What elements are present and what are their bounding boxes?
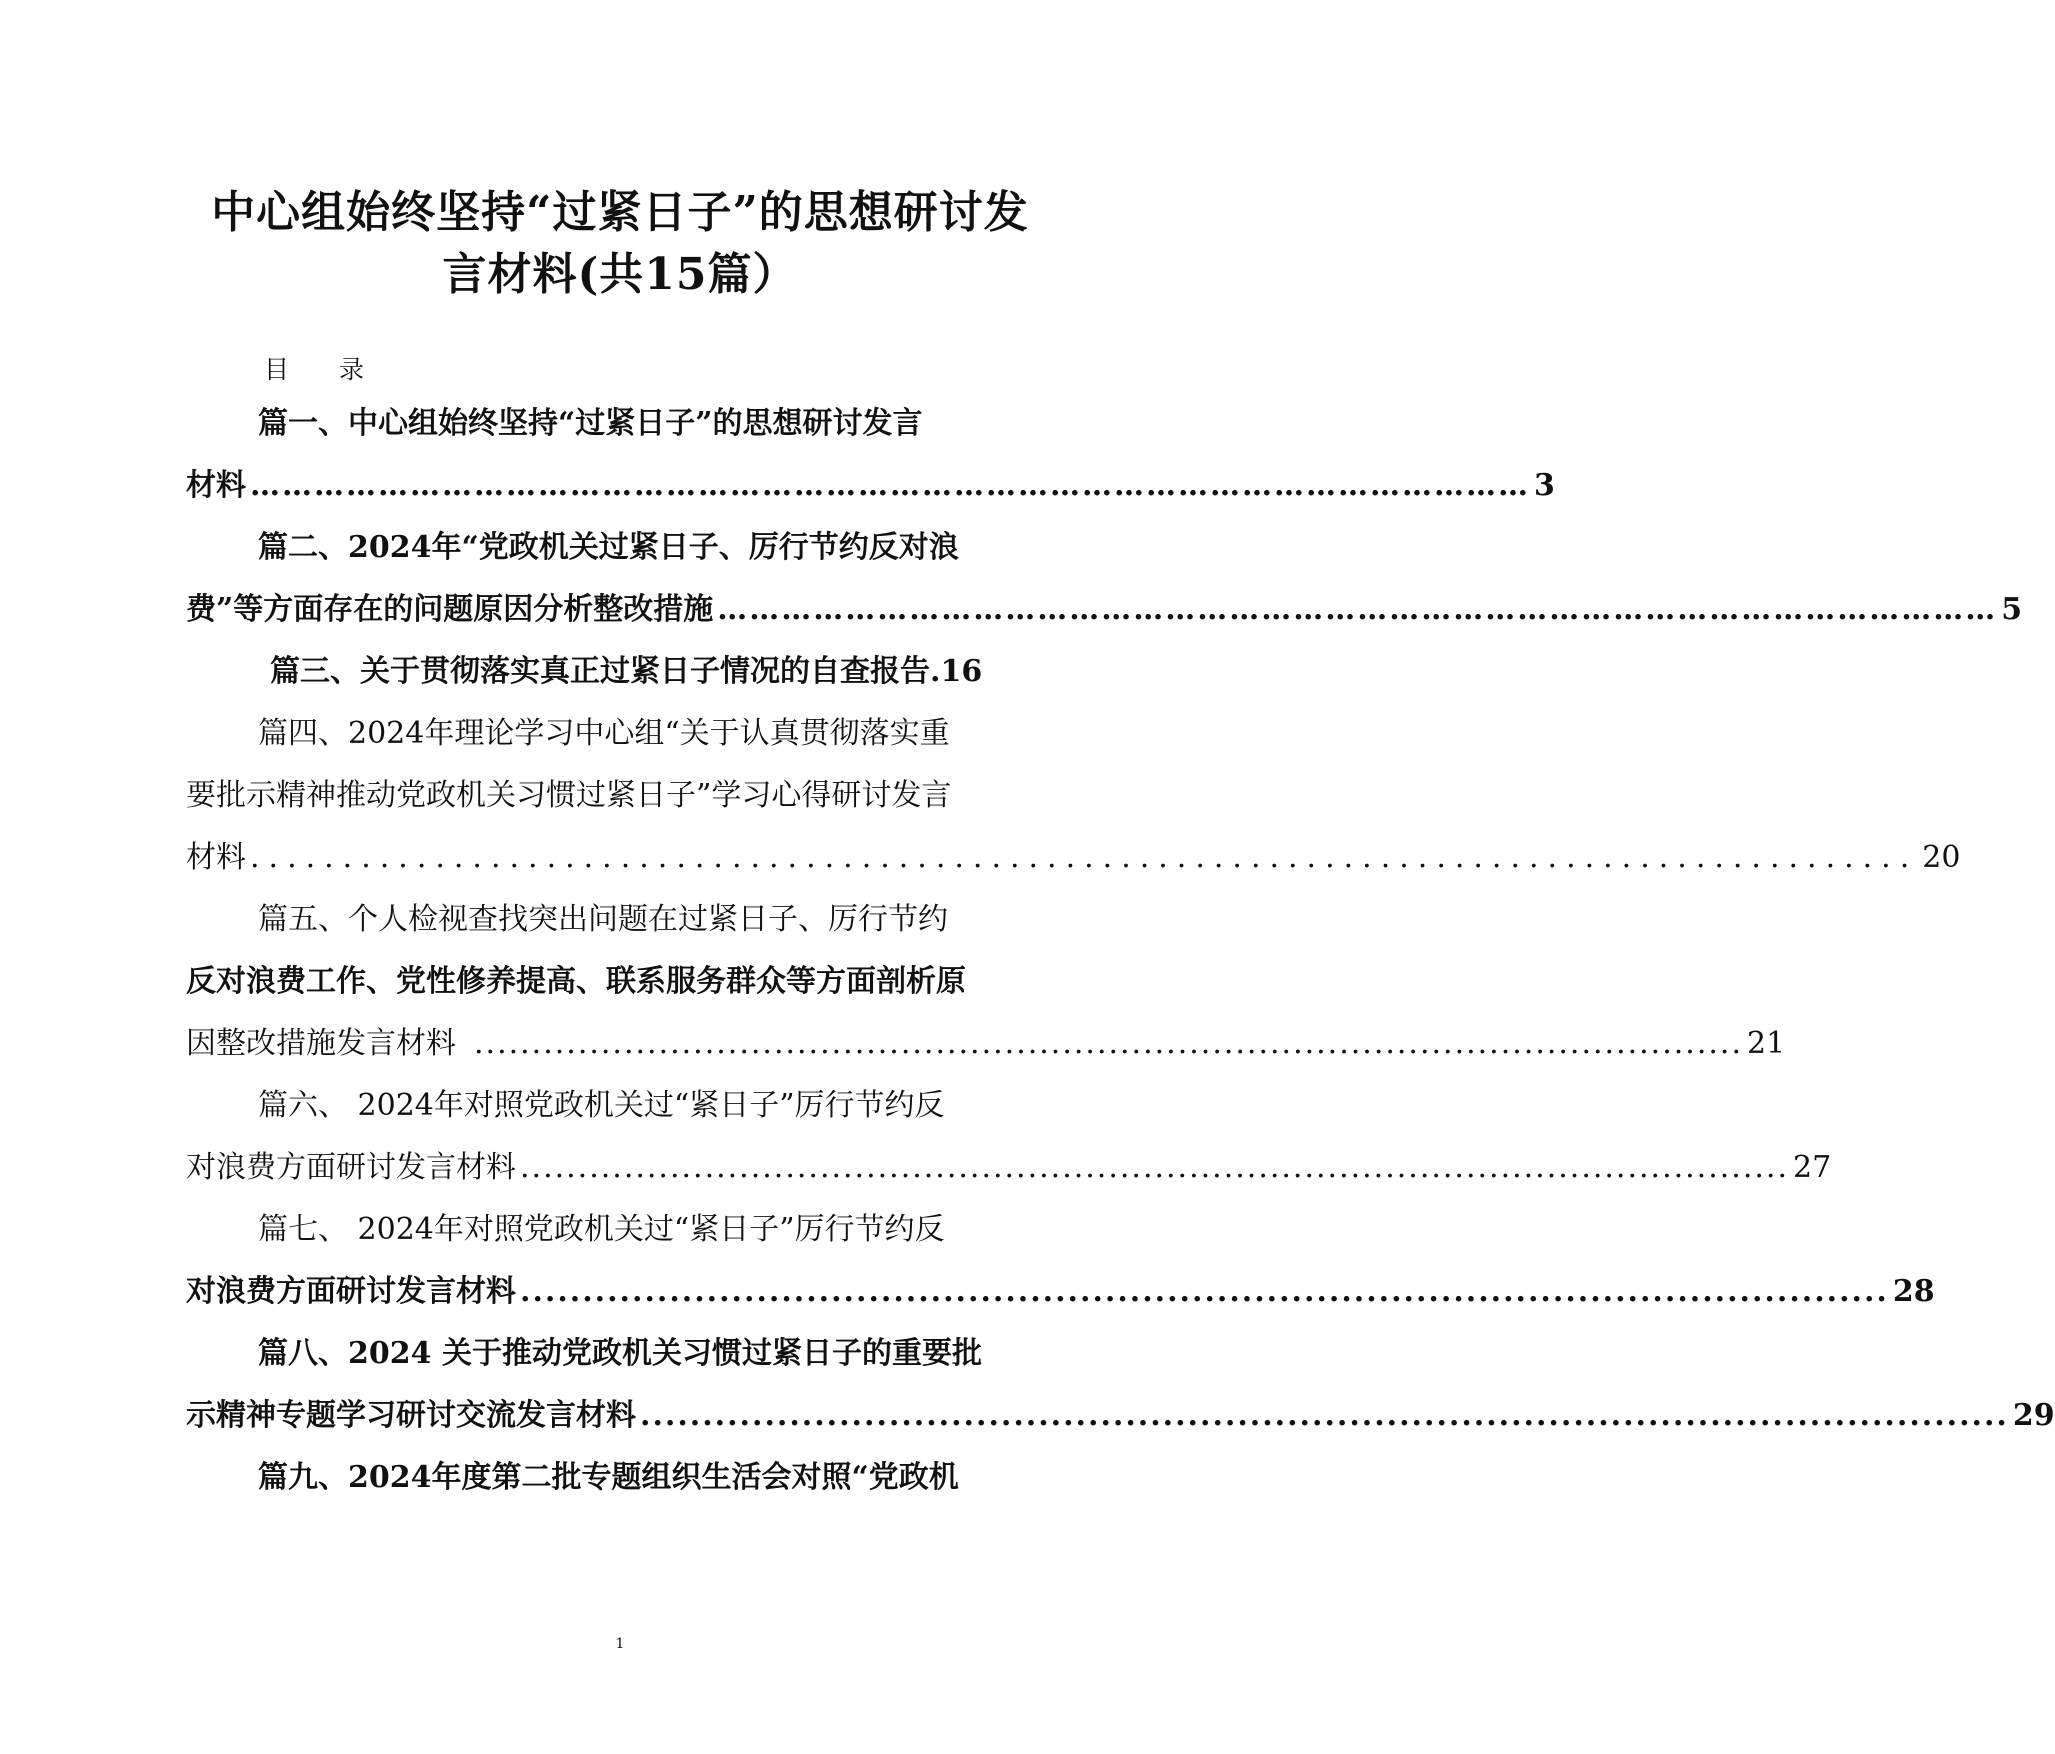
toc-leader-dots: .......................................................................................... xyxy=(250,840,1919,875)
toc-entry-7-line2[interactable] xyxy=(186,1272,1935,1312)
toc-leader-dots: ………………………………………………………………………………………………………… xyxy=(250,468,1530,503)
toc-entry-4-line3[interactable] xyxy=(186,838,1961,878)
toc-entry-4-line1[interactable]: 篇四、2024年理论学习中心组“关于认真贯彻落实重 xyxy=(258,716,950,751)
toc-entry-1-line2[interactable] xyxy=(186,466,1555,506)
toc-entry-2-line2[interactable] xyxy=(186,590,2023,630)
toc-entry-3-page: 16 xyxy=(940,654,983,689)
toc-entry-7-page: 28 xyxy=(1892,1274,1935,1309)
toc-entry-5-page: 21 xyxy=(1746,1026,1786,1061)
toc-entry-6-page: 27 xyxy=(1792,1150,1832,1185)
toc-entry-7-line1[interactable]: 篇七、 2024年对照党政机关过“紧日子”厉行节约反 xyxy=(258,1212,945,1247)
toc-entry-5-line3[interactable] xyxy=(186,1024,1786,1064)
page-number: 1 xyxy=(615,1636,625,1652)
toc-leader-dots: .............................................................................................................. xyxy=(474,1026,1743,1061)
document-title-line2: 言材料(共15篇） xyxy=(442,249,798,300)
toc-entry-1-text: 材料 xyxy=(186,468,246,503)
toc-entry-3-line1[interactable] xyxy=(270,652,1054,692)
toc-entry-1-page: 3 xyxy=(1534,468,1555,503)
toc-heading xyxy=(264,352,364,388)
toc-entry-5-line1[interactable]: 篇五、个人检视查找突出问题在过紧日子、厉行节约 xyxy=(258,902,948,937)
toc-entry-6-line1[interactable]: 篇六、 2024年对照党政机关过“紧日子”厉行节约反 xyxy=(258,1088,945,1123)
toc-leader-dots: .............................................................................................................. xyxy=(640,1398,2009,1433)
toc-entry-9-line1[interactable]: 篇九、2024年度第二批专题组织生活会对照“党政机 xyxy=(258,1460,959,1495)
toc-entry-3-text: 篇三、关于贯彻落实真正过紧日子情况的自查报告. xyxy=(270,654,941,689)
toc-entry-4-page: 20 xyxy=(1922,840,1961,875)
document-title-line1: 中心组始终坚持“过紧日子”的思想研讨发 xyxy=(211,187,1029,238)
toc-entry-6-text: 对浪费方面研讨发言材料 xyxy=(186,1150,516,1185)
toc-leader-dots: .............................................................................................................. xyxy=(520,1274,1889,1309)
toc-leader-dots: ………………………………………………………………………………………………………… xyxy=(717,592,1998,627)
toc-entry-4-text: 材料 xyxy=(186,840,246,875)
toc-entry-4-line2[interactable]: 要批示精神推动党政机关习惯过紧日子”学习心得研讨发言 xyxy=(186,778,952,813)
toc-entry-6-line2[interactable] xyxy=(186,1148,1832,1188)
toc-heading-char-1: 目 xyxy=(264,355,290,384)
toc-heading-char-2: 录 xyxy=(339,355,365,384)
toc-entry-8-page: 29 xyxy=(2012,1398,2055,1433)
toc-entry-8-line2[interactable] xyxy=(186,1396,2055,1436)
toc-entry-1-line1[interactable]: 篇一、中心组始终坚持“过紧日子”的思想研讨发言 xyxy=(258,406,923,441)
toc-leader-dots: .............................................................................................................. xyxy=(520,1150,1789,1185)
toc-entry-8-line1[interactable]: 篇八、2024 关于推动党政机关习惯过紧日子的重要批 xyxy=(258,1336,982,1371)
toc-entry-2-line1[interactable]: 篇二、2024年“党政机关过紧日子、厉行节约反对浪 xyxy=(258,530,959,565)
toc-entry-7-text: 对浪费方面研讨发言材料 xyxy=(186,1274,516,1309)
toc-entry-2-text: 费”等方面存在的问题原因分析整改措施 xyxy=(186,592,714,627)
toc-entry-5-line2[interactable]: 反对浪费工作、党性修养提高、联系服务群众等方面剖析原 xyxy=(186,964,966,999)
toc-entry-2-page: 5 xyxy=(2001,592,2023,627)
toc-entry-8-text: 示精神专题学习研讨交流发言材料 xyxy=(186,1398,636,1433)
toc-entry-5-text: 因整改措施发言材料 xyxy=(186,1026,456,1061)
